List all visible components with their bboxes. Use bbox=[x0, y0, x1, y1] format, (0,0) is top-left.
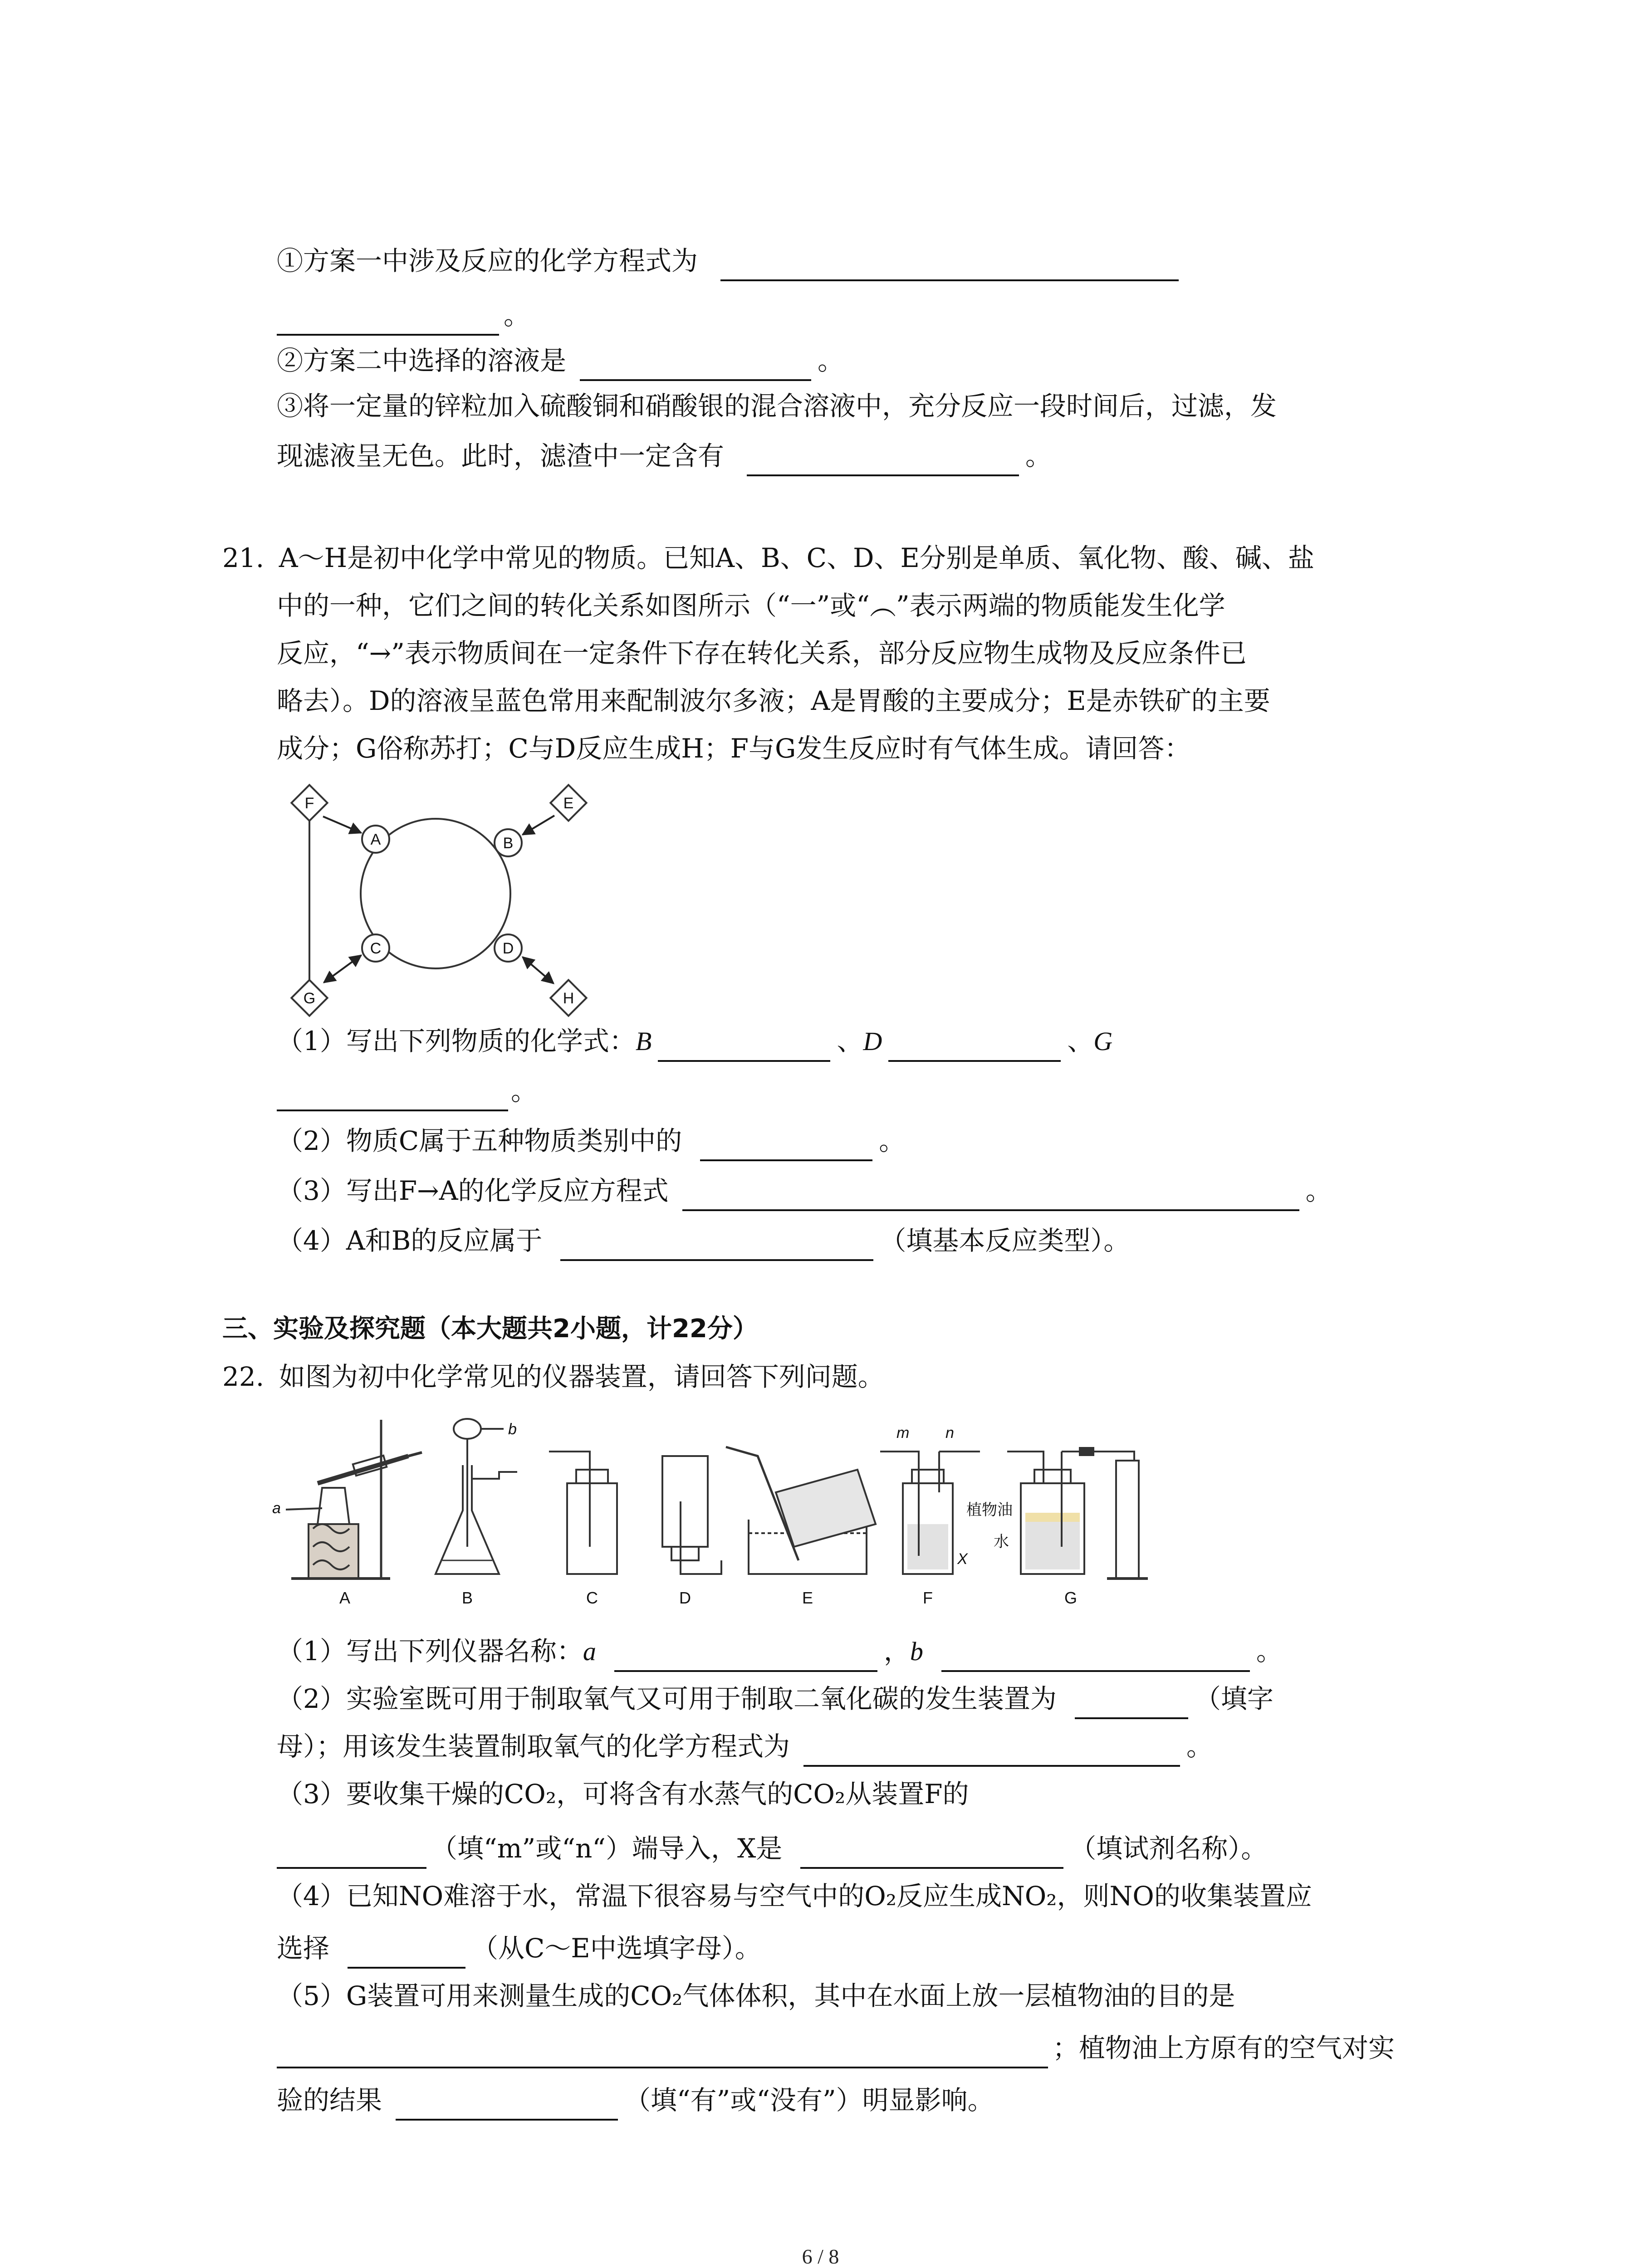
q20-sub1-end: 。 bbox=[504, 300, 530, 331]
q22-p2-text1: （2）实验室既可用于制取氧气又可用于制取二氧化碳的发生装置为 bbox=[277, 1683, 1057, 1714]
label-m: m bbox=[896, 1424, 910, 1442]
q22-p5-line1 bbox=[277, 1975, 1235, 2016]
q21-stem-text: A～H是初中化学中常见的物质。已知A、B、C、D、E分别是单质、氧化物、酸、碱、盐 bbox=[279, 543, 1314, 573]
q20-sub1-text: 方案一中涉及反应的化学方程式为 bbox=[303, 245, 698, 276]
q21-number: 21. bbox=[222, 543, 265, 573]
q21-p1-sep1: 、 bbox=[837, 1026, 863, 1056]
q20-sub2-num: ② bbox=[277, 345, 304, 376]
q22-p4-line2 bbox=[277, 1928, 761, 1969]
answer-blank[interactable] bbox=[580, 351, 811, 381]
apparatus-C bbox=[549, 1452, 617, 1574]
caption-A: A bbox=[339, 1589, 351, 1607]
node-C-label: C bbox=[370, 940, 382, 957]
q21-stem-line bbox=[277, 633, 1247, 674]
q20-sub3-line1 bbox=[277, 386, 1277, 426]
page-number: 6 / 8 bbox=[802, 2245, 839, 2268]
answer-blank[interactable] bbox=[800, 1839, 1063, 1869]
node-E-label: E bbox=[563, 795, 574, 812]
arrow-F-to-A bbox=[323, 816, 361, 833]
q20-sub2-text: 方案二中选择的溶液是 bbox=[303, 345, 567, 376]
arrow-D-to-H bbox=[523, 957, 554, 983]
answer-blank[interactable] bbox=[658, 1032, 830, 1062]
q20-sub3-line2 bbox=[277, 435, 1052, 476]
q21-p1-d: D bbox=[863, 1026, 882, 1056]
label-a: a bbox=[272, 1500, 281, 1517]
q22-p2-text1-end: （填字 bbox=[1194, 1683, 1274, 1714]
q21-stem-text: 反应，“→”表示物质间在一定条件下存在转化关系，部分反应物生成物及反应条件已 bbox=[277, 638, 1247, 669]
caption-C: C bbox=[586, 1589, 598, 1607]
q22-p3-text2a: （填“m”或“n“）端导入，X是 bbox=[431, 1833, 783, 1864]
q22-p2-line2 bbox=[277, 1726, 1213, 1767]
q22-p1-b: b bbox=[910, 1637, 923, 1666]
q22-p5-line3 bbox=[277, 2080, 994, 2121]
q22-p1-a: a bbox=[583, 1637, 596, 1666]
answer-blank[interactable] bbox=[277, 306, 499, 336]
q21-stem-text: 略去）。D的溶液呈蓝色常用来配制波尔多液；A是胃酸的主要成分；E是赤铁矿的主要 bbox=[277, 685, 1270, 716]
apparatus-D bbox=[662, 1456, 721, 1574]
q22-p2-end: 。 bbox=[1186, 1731, 1213, 1762]
q22-p1-line bbox=[277, 1631, 1283, 1672]
arrow-E-to-B bbox=[523, 816, 554, 835]
label-water: 水 bbox=[994, 1533, 1009, 1550]
answer-blank[interactable] bbox=[888, 1032, 1061, 1062]
q22-p3-line1 bbox=[277, 1774, 969, 1814]
node-D-label: D bbox=[502, 940, 514, 957]
apparatus-E bbox=[726, 1447, 876, 1574]
label-x: X bbox=[957, 1550, 968, 1568]
q21-p2-end: 。 bbox=[879, 1125, 906, 1156]
q22-p4-text2a: 选择 bbox=[277, 1933, 330, 1964]
q22-p3-text2b: （填试剂名称）。 bbox=[1070, 1833, 1268, 1864]
q21-stem-line bbox=[277, 728, 1190, 769]
q20-sub1-line2 bbox=[277, 295, 530, 336]
q21-p1-end: 。 bbox=[511, 1075, 538, 1106]
q21-p4-text: （4）A和B的反应属于 bbox=[277, 1225, 543, 1256]
q21-relation-diagram bbox=[272, 776, 617, 1021]
q21-p1-g: G bbox=[1093, 1026, 1113, 1056]
q20-sub2-end: 。 bbox=[818, 345, 844, 376]
apparatus-B bbox=[436, 1419, 517, 1574]
q20-sub3-text: 将一定量的锌粒加入硫酸铜和硝酸银的混合溶液中，充分反应一段时间后，过滤，发 bbox=[303, 391, 1277, 421]
answer-blank[interactable] bbox=[803, 1737, 1180, 1767]
answer-blank[interactable] bbox=[720, 251, 1179, 281]
q21-p1-line2 bbox=[277, 1070, 537, 1111]
q22-p1-end: 。 bbox=[1256, 1636, 1283, 1667]
answer-blank[interactable] bbox=[682, 1181, 1299, 1211]
q21-stem-line bbox=[277, 680, 1270, 721]
answer-blank[interactable] bbox=[560, 1231, 873, 1261]
caption-B: B bbox=[461, 1589, 473, 1607]
q21-stem-text: 成分；G俗称苏打；C与D反应生成H；F与G发生反应时有气体生成。请回答： bbox=[277, 733, 1191, 764]
apparatus-A bbox=[286, 1420, 422, 1579]
answer-blank[interactable] bbox=[700, 1131, 872, 1161]
apparatus-G bbox=[1007, 1448, 1148, 1579]
q21-p1-text: （1）写出下列物质的化学式： bbox=[277, 1026, 636, 1056]
label-b: b bbox=[508, 1421, 517, 1438]
label-oil: 植物油 bbox=[966, 1501, 1013, 1519]
q21-p3-text: （3）写出F→A的化学反应方程式 bbox=[277, 1175, 669, 1206]
q22-p3-line2 bbox=[277, 1828, 1267, 1869]
q20-sub3-end: 。 bbox=[1025, 440, 1052, 471]
node-H-label: H bbox=[563, 990, 574, 1007]
arrow-C-to-G bbox=[324, 955, 361, 982]
q22-p2-text2: 母）；用该发生装置制取氧气的化学方程式为 bbox=[277, 1731, 790, 1762]
q22-p3-text1: （3）要收集干燥的CO₂，可将含有水蒸气的CO₂从装置F的 bbox=[277, 1779, 969, 1809]
q21-p4-end: （填基本反应类型）。 bbox=[880, 1225, 1130, 1256]
q21-p3-end: 。 bbox=[1305, 1175, 1332, 1206]
q22-p5-text3a: 验的结果 bbox=[277, 2085, 382, 2116]
q22-p1-comma: ， bbox=[883, 1636, 910, 1667]
q20-sub3-text2: 现滤液呈无色。此时，滤渣中一定含有 bbox=[277, 440, 725, 471]
answer-blank[interactable] bbox=[614, 1642, 877, 1672]
q21-p3-line bbox=[277, 1170, 1332, 1211]
q22-number: 22. bbox=[222, 1361, 265, 1392]
caption-E: E bbox=[802, 1589, 813, 1607]
answer-blank[interactable] bbox=[1075, 1689, 1188, 1719]
q22-p5-text2: ；植物油上方原有的空气对实 bbox=[1053, 2033, 1395, 2063]
answer-blank[interactable] bbox=[277, 1839, 426, 1869]
answer-blank[interactable] bbox=[277, 2038, 1048, 2068]
q22-p4-text1: （4）已知NO难溶于水，常温下很容易与空气中的O₂反应生成NO₂，则NO的收集装置应 bbox=[277, 1881, 1312, 1911]
answer-blank[interactable] bbox=[396, 2091, 618, 2121]
q20-sub1-num: ① bbox=[277, 245, 304, 276]
q22-p1-text: （1）写出下列仪器名称： bbox=[277, 1636, 583, 1667]
node-F-label: F bbox=[304, 795, 314, 812]
q21-p2-line bbox=[277, 1120, 905, 1161]
q20-sub3-num: ③ bbox=[277, 391, 304, 421]
node-B-label: B bbox=[503, 835, 514, 852]
answer-blank[interactable] bbox=[747, 446, 1019, 476]
q22-p4-text2b: （从C～E中选填字母）。 bbox=[472, 1933, 761, 1964]
q22-p4-line1 bbox=[277, 1876, 1312, 1916]
answer-blank[interactable] bbox=[348, 1939, 465, 1969]
answer-blank[interactable] bbox=[941, 1642, 1250, 1672]
q21-stem-line bbox=[277, 585, 1225, 626]
node-G-label: G bbox=[303, 990, 316, 1007]
q21-p1-line1 bbox=[277, 1021, 1112, 1062]
q22-p5-text3b: （填“有”或“没有”）明显影响。 bbox=[624, 2085, 994, 2116]
q21-p1-b: B bbox=[635, 1026, 652, 1056]
label-n: n bbox=[945, 1424, 954, 1442]
q21-p4-line bbox=[277, 1220, 1130, 1261]
q22-p5-text1: （5）G装置可用来测量生成的CO₂气体体积，其中在水面上放一层植物油的目的是 bbox=[277, 1980, 1235, 2011]
q22-apparatus-figure bbox=[272, 1411, 1161, 1610]
q21-stem-text: 中的一种，它们之间的转化关系如图所示（“一”或“︵”表示两端的物质能发生化学 bbox=[277, 590, 1225, 621]
answer-blank[interactable] bbox=[277, 1081, 508, 1111]
q21-stem-line bbox=[222, 538, 1314, 578]
caption-D: D bbox=[679, 1589, 691, 1607]
q22-stem-text: 如图为初中化学常见的仪器装置，请回答下列问题。 bbox=[279, 1361, 884, 1392]
q20-sub2-line bbox=[277, 340, 844, 381]
caption-F: F bbox=[923, 1589, 933, 1607]
q20-sub1-line1 bbox=[277, 240, 1185, 281]
q22-stem-line bbox=[222, 1356, 884, 1397]
q22-p5-line2 bbox=[277, 2028, 1395, 2068]
node-A-label: A bbox=[370, 831, 381, 848]
q21-p1-sep2: 、 bbox=[1067, 1026, 1094, 1056]
caption-G: G bbox=[1064, 1589, 1078, 1607]
q21-p2-text: （2）物质C属于五种物质类别中的 bbox=[277, 1125, 682, 1156]
q22-p2-line1 bbox=[277, 1678, 1274, 1719]
section-3-title: 三、实验及探究题（本大题共2小题，计22分） bbox=[222, 1314, 758, 1344]
